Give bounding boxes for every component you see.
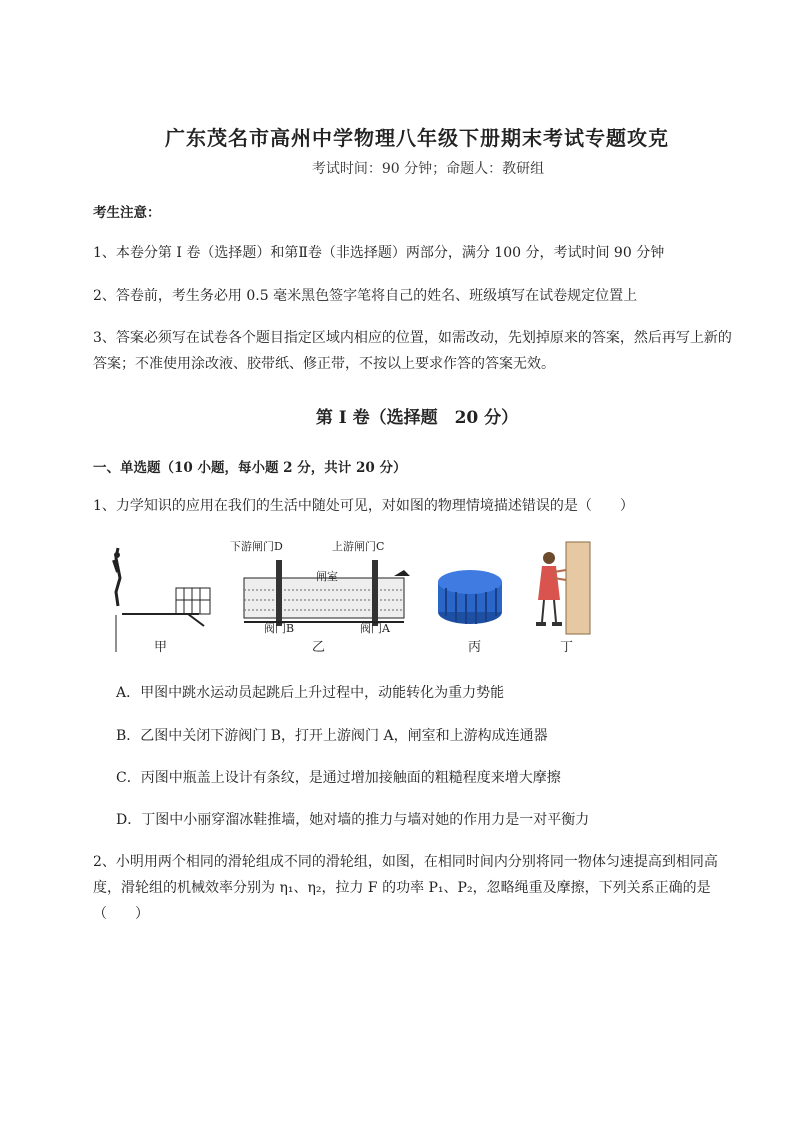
notice-heading: 考生注意： [93, 205, 161, 221]
question-1-stem: 1、力学知识的应用在我们的生活中随处可见，对如图的物理情境描述错误的是（ ） [93, 498, 634, 514]
section-title: 第 I 卷（选择题 20 分） [315, 408, 519, 428]
question-1-option-a[interactable]: A．甲图中跳水运动员起跳后上升过程中，动能转化为重力势能 [116, 685, 505, 701]
label-jia: 甲 [154, 640, 168, 655]
question-1-option-b[interactable]: B．乙图中关闭下游阀门 B，打开上游阀门 A，闸室和上游构成连通器 [116, 728, 548, 744]
bottle-cap-image [438, 570, 502, 624]
label-bing: 丙 [468, 640, 482, 655]
question-2-stem: 2、小明用两个相同的滑轮组成不同的滑轮组，如图，在相同时间内分别将同一物体匀速提高到相同高度，滑轮组的机械效率分别为 η₁、η₂，拉力 F 的功率 P₁、P₂，忽略绳重及摩擦，下列关系正确的是（ ） [93, 854, 718, 922]
question-1-option-d[interactable]: D．丁图中小丽穿溜冰鞋推墙，她对墙的推力与墙对她的作用力是一对平衡力 [116, 812, 590, 828]
page-title: 广东茂名市高州中学物理八年级下册期末考试专题攻克 [165, 126, 669, 150]
notice-item-2: 2、答卷前，考生务必用 0.5 毫米黑色签字笔将自己的姓名、班级填写在试卷规定位置上 [93, 288, 638, 304]
label-lock-chamber: 闸室 [316, 570, 338, 583]
label-upstream-gate: 上游闸门C [332, 540, 385, 553]
question-1-figure [104, 530, 604, 660]
notice-item-1: 1、本卷分第 I 卷（选择题）和第Ⅱ卷（非选择题）两部分，满分 100 分，考试时间 90 分钟 [93, 245, 665, 261]
label-downstream-gate: 下游闸门D [230, 540, 283, 553]
label-valve-a: 阀门A [360, 622, 390, 635]
question-1-option-c[interactable]: C．丙图中瓶盖上设计有条纹，是通过增加接触面的粗糙程度来增大摩擦 [116, 770, 561, 786]
label-ding: 丁 [560, 640, 574, 655]
girl-pushing-wall [536, 542, 590, 634]
label-valve-b: 阀门B [264, 622, 295, 635]
question-group-heading: 一、单选题（10 小题，每小题 2 分，共计 20 分） [93, 460, 407, 476]
notice-item-3: 3、答案必须写在试卷各个题目指定区域内相应的位置，如需改动，先划掉原来的答案，然后再写上新的答案；不准使用涂改液、胶带纸、修正带，不按以上要求作答的答案无效。 [93, 330, 732, 372]
page-subtitle: 考试时间：90 分钟；命题人：教研组 [311, 161, 545, 177]
label-yi: 乙 [312, 640, 326, 655]
